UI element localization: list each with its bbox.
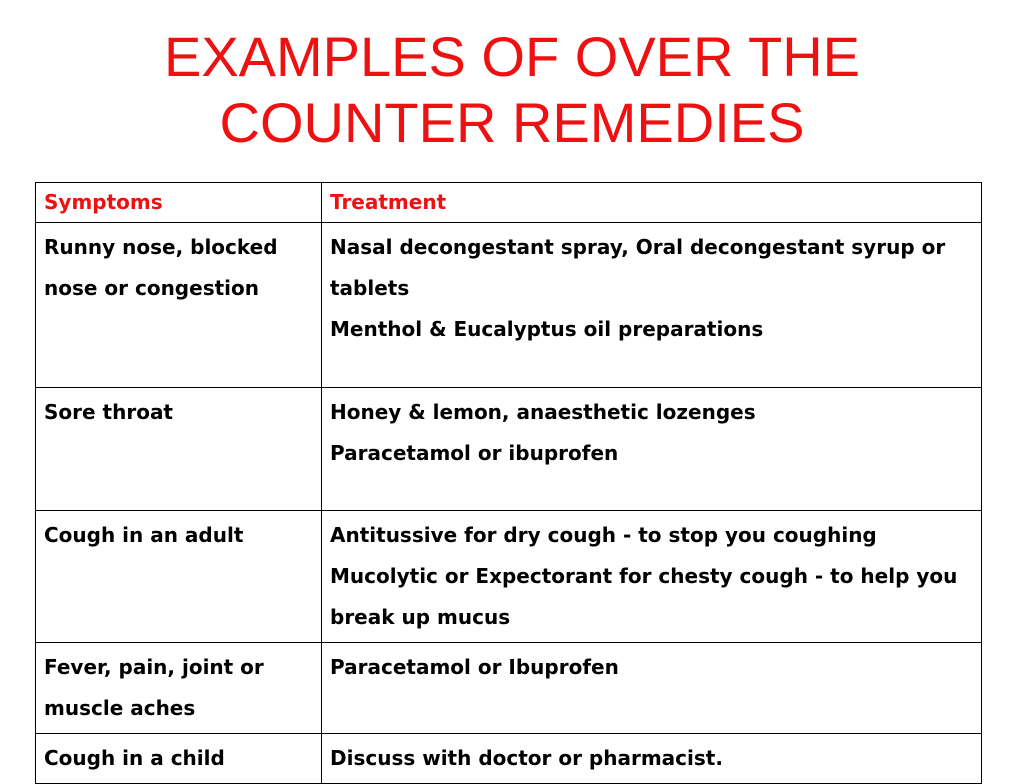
table-row xyxy=(36,511,982,643)
treatment-line: Menthol & Eucalyptus oil preparations xyxy=(330,317,764,341)
treatment-cell xyxy=(322,388,982,511)
table-header-row xyxy=(36,183,982,223)
treatment-line: Paracetamol or Ibuprofen xyxy=(330,655,619,679)
table-row xyxy=(36,734,982,784)
header-treatment: Treatment xyxy=(322,183,982,223)
symptom-cell: Fever, pain, joint or muscle aches xyxy=(36,643,322,734)
symptom-cell: Cough in an adult xyxy=(36,511,322,643)
title-line-2: COUNTER REMEDIES xyxy=(219,91,805,154)
symptom-cell: Runny nose, blocked nose or congestion xyxy=(36,223,322,388)
table-row xyxy=(36,223,982,388)
symptom-cell: Cough in a child xyxy=(36,734,322,784)
table-row xyxy=(36,643,982,734)
treatment-line: Antitussive for dry cough - to stop you coughing xyxy=(330,523,877,547)
header-symptoms: Symptoms xyxy=(36,183,322,223)
remedies-table xyxy=(35,182,982,784)
title-line-1: EXAMPLES OF OVER THE xyxy=(163,25,861,88)
treatment-cell xyxy=(322,511,982,643)
treatment-line: Honey & lemon, anaesthetic lozenges xyxy=(330,400,756,424)
slide-title xyxy=(0,24,1024,156)
treatment-line: Mucolytic or Expectorant for chesty cough - to help you break up mucus xyxy=(330,564,958,629)
treatment-cell xyxy=(322,643,982,734)
treatment-cell xyxy=(322,734,982,784)
treatment-line: Nasal decongestant spray, Oral decongestant syrup or tablets xyxy=(330,235,946,300)
treatment-cell xyxy=(322,223,982,388)
symptom-cell: Sore throat xyxy=(36,388,322,511)
treatment-line: Paracetamol or ibuprofen xyxy=(330,441,619,465)
treatment-line: Discuss with doctor or pharmacist. xyxy=(330,746,723,770)
table-row xyxy=(36,388,982,511)
